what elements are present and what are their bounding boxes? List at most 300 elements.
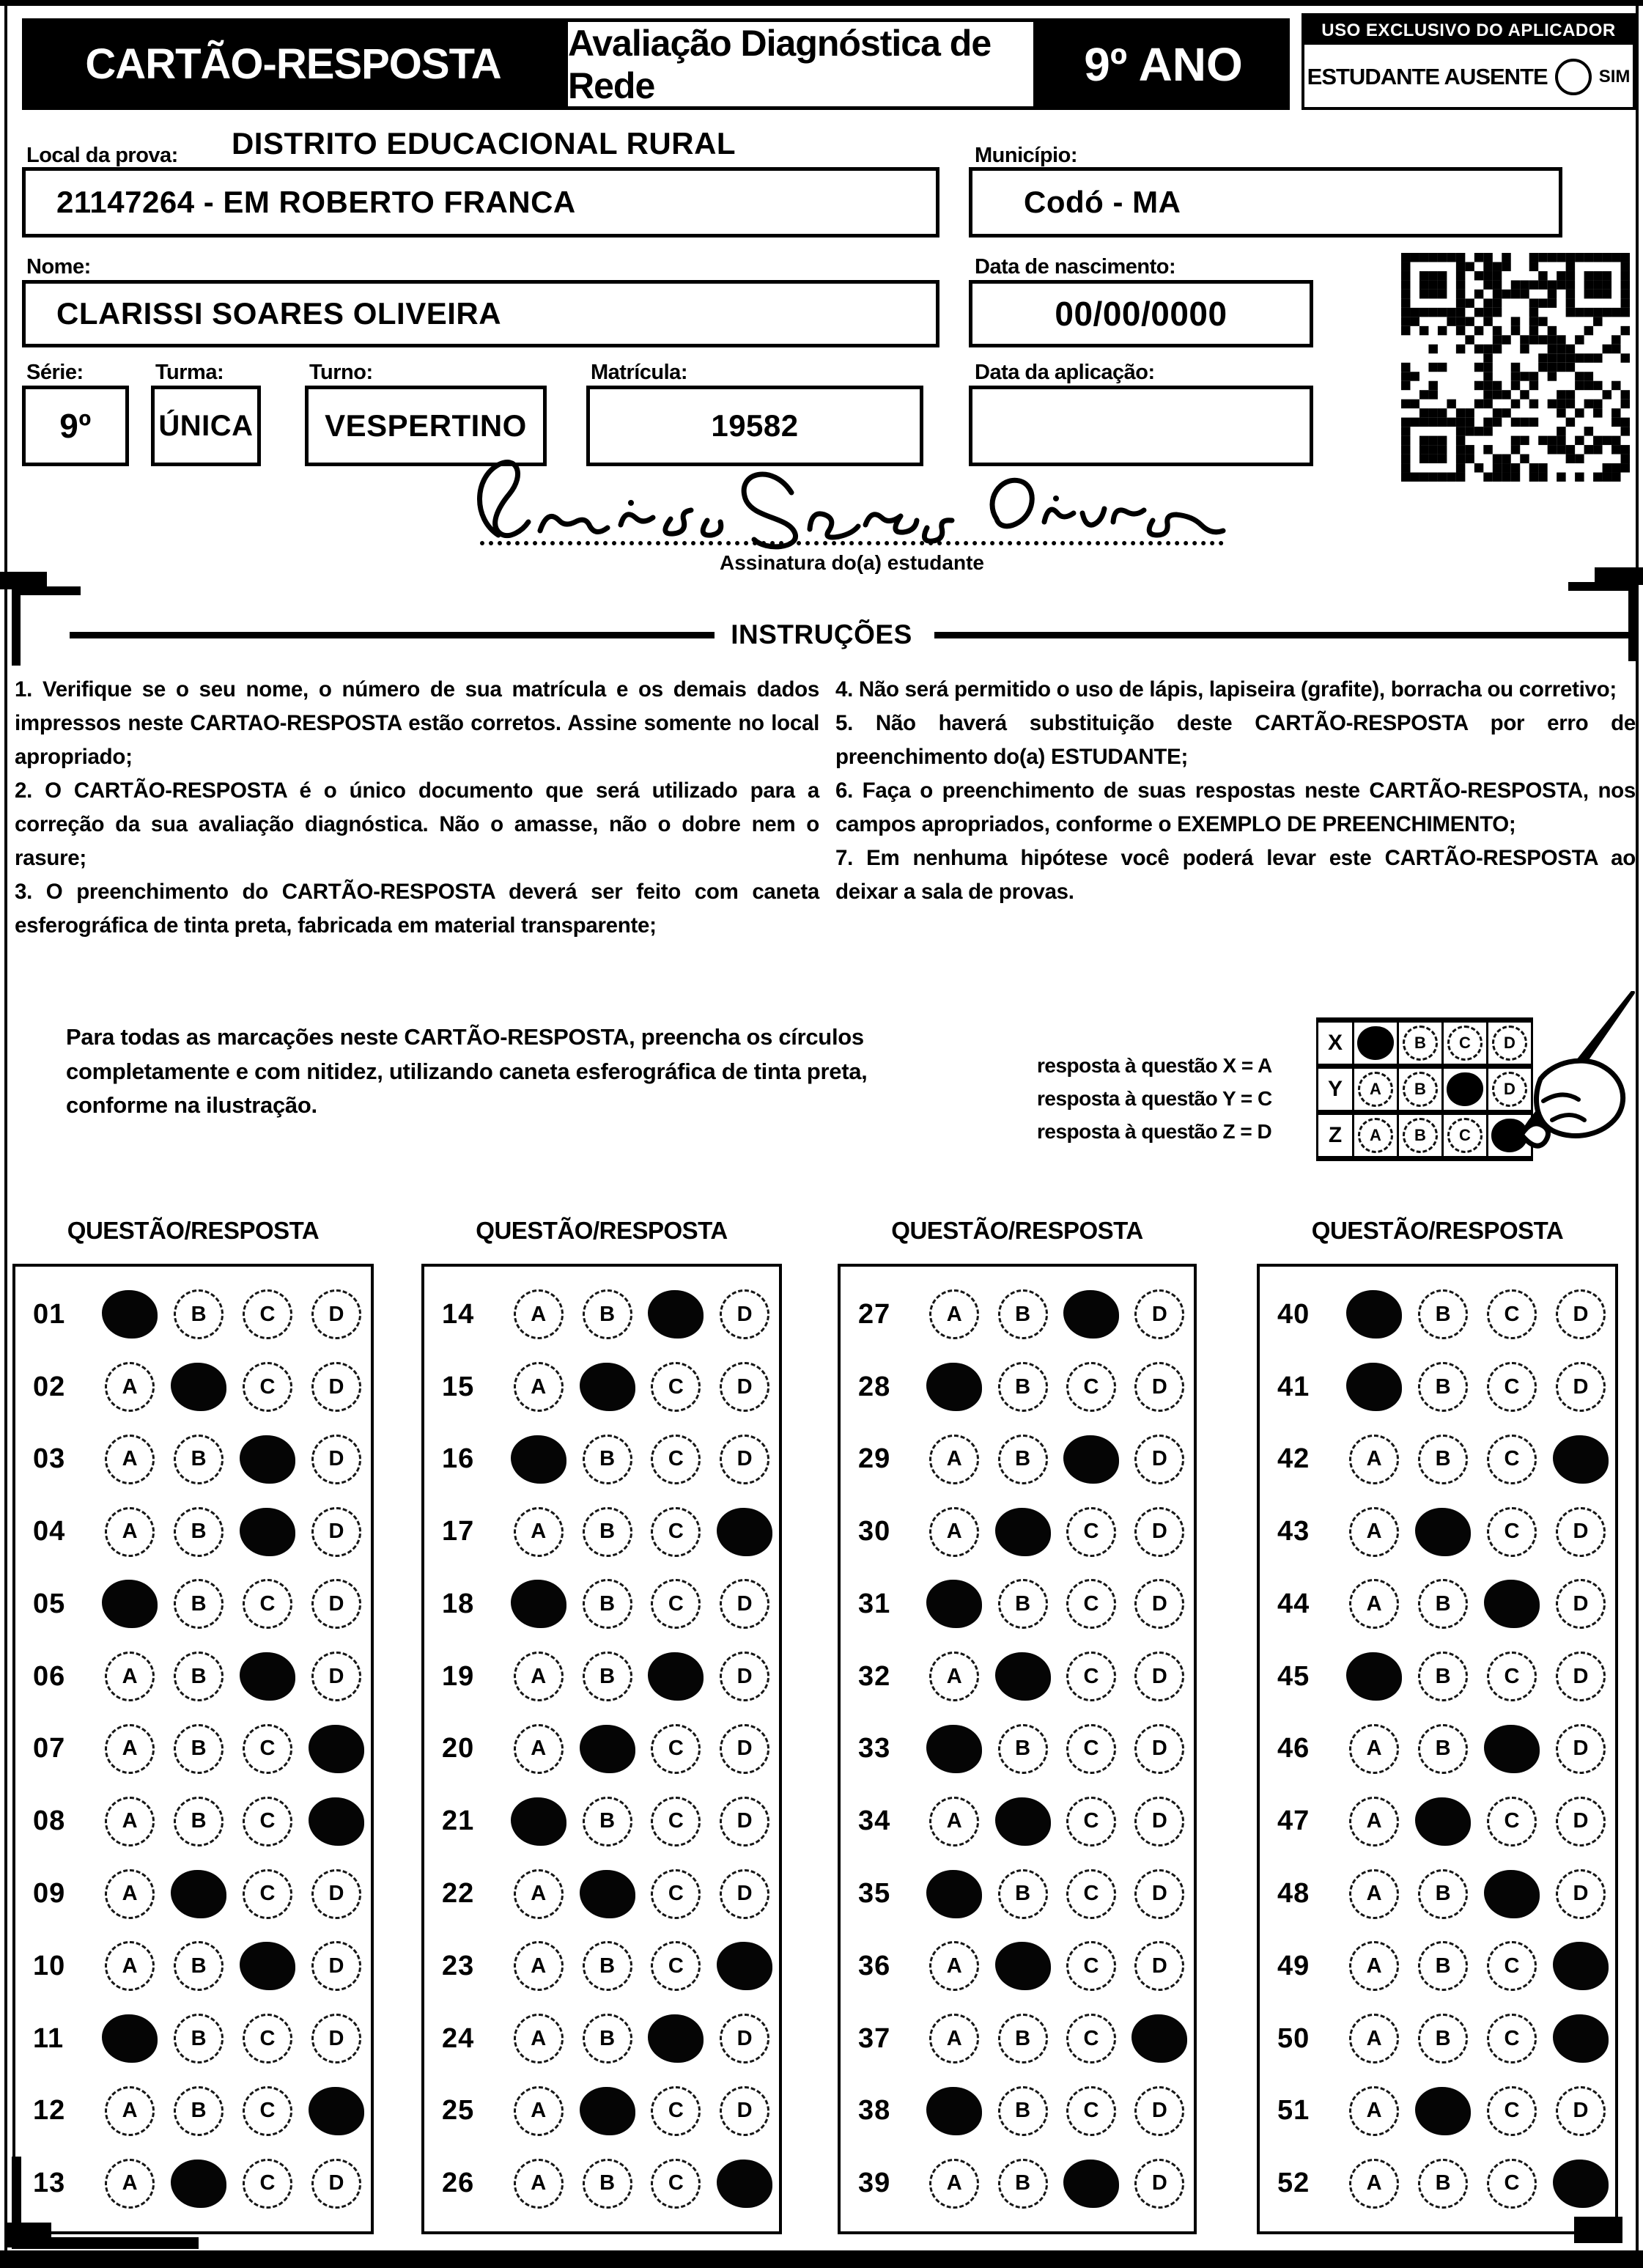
answer-bubble-30-C[interactable]: C <box>1066 1507 1116 1557</box>
answer-bubble-35-C[interactable]: C <box>1066 1869 1116 1919</box>
signature-caption: Assinatura do(a) estudante <box>720 551 984 574</box>
answer-bubble-30-D[interactable]: D <box>1134 1507 1184 1557</box>
answer-bubble-32-D[interactable]: D <box>1134 1652 1184 1701</box>
answer-bubble-01-A-marked[interactable] <box>102 1290 158 1339</box>
question-number: 06 <box>33 1660 66 1692</box>
answer-bubble-19-D[interactable]: D <box>720 1652 769 1701</box>
answer-bubble-46-A[interactable]: A <box>1349 1724 1399 1774</box>
answer-bubble-05-B[interactable]: B <box>174 1579 224 1629</box>
answer-bubble-10-D[interactable]: D <box>311 1941 361 1991</box>
turma-field <box>151 386 261 466</box>
answer-bubble-13-D[interactable]: D <box>311 2159 361 2209</box>
question-row-51 <box>1260 2086 1615 2136</box>
answer-bubble-17-D-marked[interactable] <box>717 1508 772 1556</box>
answer-bubble-19-B[interactable]: B <box>583 1652 632 1701</box>
answer-bubble-27-B[interactable]: B <box>998 1289 1048 1339</box>
answer-bubble-31-D[interactable]: D <box>1134 1579 1184 1629</box>
answer-bubble-37-C[interactable]: C <box>1066 2014 1116 2063</box>
answer-bubble-41-D[interactable]: D <box>1556 1362 1606 1412</box>
answer-bubble-04-B[interactable]: B <box>174 1507 224 1557</box>
answer-bubble-02-A[interactable]: A <box>105 1362 155 1412</box>
question-row-10 <box>15 1941 371 1991</box>
answer-bubble-48-B[interactable]: B <box>1418 1869 1468 1919</box>
question-number: 21 <box>442 1805 475 1837</box>
answer-bubble-40-D[interactable]: D <box>1556 1289 1606 1339</box>
answer-bubble-10-B[interactable]: B <box>174 1941 224 1991</box>
answer-bubble-46-C-marked[interactable] <box>1484 1725 1540 1773</box>
question-number: 01 <box>33 1298 66 1330</box>
example-bubble-X-B: B <box>1403 1026 1438 1061</box>
answer-bubble-44-C-marked[interactable] <box>1484 1580 1540 1628</box>
answer-bubble-43-C[interactable]: C <box>1487 1507 1537 1557</box>
answer-bubble-39-C-marked[interactable] <box>1063 2160 1119 2208</box>
answer-bubble-01-D[interactable]: D <box>311 1289 361 1339</box>
answer-bubble-39-B[interactable]: B <box>998 2159 1048 2209</box>
answer-bubble-29-D[interactable]: D <box>1134 1435 1184 1484</box>
answer-bubble-24-B[interactable]: B <box>583 2014 632 2063</box>
registration-mark <box>1568 582 1637 591</box>
aplicador-panel <box>1302 13 1636 110</box>
answer-bubble-34-D[interactable]: D <box>1134 1797 1184 1847</box>
answer-bubble-45-C[interactable]: C <box>1487 1652 1537 1701</box>
serie-field <box>22 386 129 466</box>
answer-bubble-48-A[interactable]: A <box>1349 1869 1399 1919</box>
answer-bubble-22-C[interactable]: C <box>651 1869 701 1919</box>
answer-bubble-05-A-marked[interactable] <box>102 1580 158 1628</box>
answer-bubble-24-A[interactable]: A <box>514 2014 564 2063</box>
answer-bubble-16-D[interactable]: D <box>720 1435 769 1484</box>
answer-bubble-42-A[interactable]: A <box>1349 1435 1399 1484</box>
answer-bubble-03-A[interactable]: A <box>105 1435 155 1484</box>
instruction-item: 2. O CARTÃO-RESPOSTA é o único documento que será utilizado para a correção da sua avaliação diagnóstica. Não o amasse, não o dobre nem o rasure; <box>15 778 819 871</box>
answer-bubble-14-C-marked[interactable] <box>648 1290 704 1339</box>
answer-bubble-49-A[interactable]: A <box>1349 1941 1399 1991</box>
answer-bubble-38-D[interactable]: D <box>1134 2086 1184 2136</box>
answer-bubble-21-C[interactable]: C <box>651 1797 701 1847</box>
answer-bubble-10-A[interactable]: A <box>105 1941 155 1991</box>
answer-bubble-37-A[interactable]: A <box>929 2014 979 2063</box>
answer-bubble-50-C[interactable]: C <box>1487 2014 1537 2063</box>
question-row-16 <box>424 1435 779 1484</box>
answer-bubble-23-C[interactable]: C <box>651 1941 701 1991</box>
answer-bubble-33-A-marked[interactable] <box>926 1725 982 1773</box>
example-bubble-X-A-marked <box>1357 1026 1394 1060</box>
answer-bubble-46-D[interactable]: D <box>1556 1724 1606 1774</box>
answer-bubble-22-A[interactable]: A <box>514 1869 564 1919</box>
aplicacao-label: Data da aplicação: <box>975 361 1155 384</box>
question-row-24 <box>424 2014 779 2063</box>
answer-bubble-27-C-marked[interactable] <box>1063 1290 1119 1339</box>
answer-bubble-11-A-marked[interactable] <box>102 2014 158 2063</box>
question-number: 34 <box>858 1805 891 1837</box>
answer-bubble-34-A[interactable]: A <box>929 1797 979 1847</box>
answer-bubble-48-C-marked[interactable] <box>1484 1870 1540 1918</box>
student-absent-option: SIM <box>1598 67 1631 86</box>
answer-bubble-44-A[interactable]: A <box>1349 1579 1399 1629</box>
answer-bubble-16-C[interactable]: C <box>651 1435 701 1484</box>
answer-bubble-39-D[interactable]: D <box>1134 2159 1184 2209</box>
answer-bubble-47-B-marked[interactable] <box>1415 1797 1471 1846</box>
nascimento-field <box>969 280 1313 347</box>
answer-bubble-27-D[interactable]: D <box>1134 1289 1184 1339</box>
answer-bubble-04-C-marked[interactable] <box>240 1508 295 1556</box>
answer-bubble-43-B-marked[interactable] <box>1415 1508 1471 1556</box>
question-row-39 <box>841 2159 1194 2209</box>
serie-label: Série: <box>26 361 84 384</box>
answer-bubble-24-D[interactable]: D <box>720 2014 769 2063</box>
answer-bubble-41-C[interactable]: C <box>1487 1362 1537 1412</box>
answer-bubble-50-D-marked[interactable] <box>1553 2014 1609 2063</box>
example-row-label: Z <box>1318 1113 1354 1159</box>
school-value: 21147264 - EM ROBERTO FRANCA <box>56 185 576 219</box>
answer-bubble-01-B[interactable]: B <box>174 1289 224 1339</box>
answer-bubble-49-C[interactable]: C <box>1487 1941 1537 1991</box>
answer-bubble-06-B[interactable]: B <box>174 1652 224 1701</box>
example-row-label: Y <box>1318 1067 1354 1113</box>
answer-bubble-33-C[interactable]: C <box>1066 1724 1116 1774</box>
question-number: 11 <box>33 2022 64 2054</box>
answer-bubble-35-A-marked[interactable] <box>926 1870 982 1918</box>
answer-bubble-38-A-marked[interactable] <box>926 2087 982 2135</box>
answer-bubble-07-A[interactable]: A <box>105 1724 155 1774</box>
question-number: 49 <box>1277 1950 1310 1981</box>
answer-bubble-08-D-marked[interactable] <box>309 1797 364 1846</box>
question-number: 43 <box>1277 1516 1310 1547</box>
answer-bubble-15-B-marked[interactable] <box>580 1363 635 1411</box>
answer-bubble-32-B-marked[interactable] <box>995 1652 1051 1701</box>
question-number: 30 <box>858 1516 891 1547</box>
answer-bubble-09-C[interactable]: C <box>243 1869 292 1919</box>
answer-bubble-15-A[interactable]: A <box>514 1362 564 1412</box>
answer-bubble-49-B[interactable]: B <box>1418 1941 1468 1991</box>
instruction-item: 5. Não haverá substituição deste CARTÃO-RESPOSTA por erro de preenchimento do(a) ESTUDANTE; <box>835 711 1636 770</box>
answer-bubble-02-C[interactable]: C <box>243 1362 292 1412</box>
answer-bubble-23-A[interactable]: A <box>514 1941 564 1991</box>
answer-bubble-45-D[interactable]: D <box>1556 1652 1606 1701</box>
answer-bubble-12-B[interactable]: B <box>174 2086 224 2136</box>
answer-bubble-50-B[interactable]: B <box>1418 2014 1468 2063</box>
answer-bubble-06-D[interactable]: D <box>311 1652 361 1701</box>
answer-bubble-28-C[interactable]: C <box>1066 1362 1116 1412</box>
example-legend-line: resposta à questão Z = D <box>1037 1119 1272 1143</box>
answer-bubble-11-C[interactable]: C <box>243 2014 292 2063</box>
answer-bubble-04-D[interactable]: D <box>311 1507 361 1557</box>
answer-bubble-12-D-marked[interactable] <box>309 2087 364 2135</box>
example-instruction-text: Para todas as marcações neste CARTÃO-RESPOSTA, preencha os círculos completamente e com nitidez, utilizando caneta esferográfica de tinta preta, conforme na ilustração. <box>66 1024 868 1118</box>
answer-bubble-28-B[interactable]: B <box>998 1362 1048 1412</box>
answer-bubble-07-C[interactable]: C <box>243 1724 292 1774</box>
answer-bubble-52-D-marked[interactable] <box>1553 2160 1609 2208</box>
answer-bubble-48-D[interactable]: D <box>1556 1869 1606 1919</box>
answer-bubble-35-B[interactable]: B <box>998 1869 1048 1919</box>
answer-bubble-09-D[interactable]: D <box>311 1869 361 1919</box>
answer-bubble-25-D[interactable]: D <box>720 2086 769 2136</box>
registration-mark <box>1574 2217 1622 2243</box>
instruction-item: 3. O preenchimento do CARTÃO-RESPOSTA deverá ser feito com caneta esferográfica de tinta preta, fabricada em material transparente; <box>15 880 819 938</box>
answer-bubble-03-C-marked[interactable] <box>240 1435 295 1484</box>
answer-bubble-14-D[interactable]: D <box>720 1289 769 1339</box>
answer-bubble-12-C[interactable]: C <box>243 2086 292 2136</box>
answer-bubble-26-C[interactable]: C <box>651 2159 701 2209</box>
answer-bubble-11-B[interactable]: B <box>174 2014 224 2063</box>
question-number: 40 <box>1277 1298 1310 1330</box>
answer-bubble-12-A[interactable]: A <box>105 2086 155 2136</box>
question-row-40 <box>1260 1289 1615 1339</box>
answer-bubble-47-C[interactable]: C <box>1487 1797 1537 1847</box>
municipio-label: Município: <box>975 144 1077 167</box>
answer-bubble-09-B-marked[interactable] <box>171 1870 226 1918</box>
answer-bubble-45-B[interactable]: B <box>1418 1652 1468 1701</box>
answer-bubble-06-A[interactable]: A <box>105 1652 155 1701</box>
question-row-29 <box>841 1435 1194 1484</box>
question-row-21 <box>424 1797 779 1847</box>
answer-bubble-07-D-marked[interactable] <box>309 1725 364 1773</box>
answer-bubble-40-B[interactable]: B <box>1418 1289 1468 1339</box>
answer-bubble-29-C-marked[interactable] <box>1063 1435 1119 1484</box>
answer-bubble-31-A-marked[interactable] <box>926 1580 982 1628</box>
answer-bubble-44-D[interactable]: D <box>1556 1579 1606 1629</box>
question-number: 29 <box>858 1443 891 1475</box>
answer-bubble-20-C[interactable]: C <box>651 1724 701 1774</box>
matricula-label: Matrícula: <box>591 361 687 384</box>
answer-bubble-08-B[interactable]: B <box>174 1797 224 1847</box>
answer-bubble-04-A[interactable]: A <box>105 1507 155 1557</box>
answer-bubble-20-A[interactable]: A <box>514 1724 564 1774</box>
grade-text: 9º ANO <box>1084 37 1243 91</box>
answer-bubble-22-D[interactable]: D <box>720 1869 769 1919</box>
answer-bubble-16-A-marked[interactable] <box>511 1435 566 1484</box>
instructions-right-column <box>835 673 1636 909</box>
answer-bubble-20-D[interactable]: D <box>720 1724 769 1774</box>
answer-bubble-49-D-marked[interactable] <box>1553 1942 1609 1990</box>
student-absent-label: ESTUDANTE AUSENTE <box>1307 64 1548 89</box>
question-number: 18 <box>442 1588 475 1619</box>
answer-bubble-39-A[interactable]: A <box>929 2159 979 2209</box>
answer-bubble-17-A[interactable]: A <box>514 1507 564 1557</box>
answer-bubble-14-B[interactable]: B <box>583 1289 632 1339</box>
question-row-04 <box>15 1507 371 1557</box>
answer-bubble-38-C[interactable]: C <box>1066 2086 1116 2136</box>
question-row-34 <box>841 1797 1194 1847</box>
question-number: 38 <box>858 2095 891 2127</box>
answer-bubble-26-B[interactable]: B <box>583 2159 632 2209</box>
answer-bubble-13-A[interactable]: A <box>105 2159 155 2209</box>
answer-bubble-23-D-marked[interactable] <box>717 1942 772 1990</box>
question-number: 23 <box>442 1950 475 1981</box>
answer-bubble-28-A-marked[interactable] <box>926 1363 982 1411</box>
question-row-45 <box>1260 1652 1615 1701</box>
answer-bubble-18-A-marked[interactable] <box>511 1580 566 1628</box>
qr-code <box>1401 253 1630 482</box>
answer-bubble-25-C[interactable]: C <box>651 2086 701 2136</box>
answer-bubble-13-B-marked[interactable] <box>171 2160 226 2208</box>
answer-bubble-19-C-marked[interactable] <box>648 1652 704 1701</box>
question-row-23 <box>424 1941 779 1991</box>
answer-bubble-18-C[interactable]: C <box>651 1579 701 1629</box>
answer-bubble-29-B[interactable]: B <box>998 1435 1048 1484</box>
answer-bubble-40-A-marked[interactable] <box>1346 1290 1402 1339</box>
answer-bubble-26-A[interactable]: A <box>514 2159 564 2209</box>
answer-bubble-43-D[interactable]: D <box>1556 1507 1606 1557</box>
answer-bubble-29-A[interactable]: A <box>929 1435 979 1484</box>
answer-bubble-38-B[interactable]: B <box>998 2086 1048 2136</box>
answer-bubble-47-A[interactable]: A <box>1349 1797 1399 1847</box>
answer-bubble-42-C[interactable]: C <box>1487 1435 1537 1484</box>
answer-bubble-51-C[interactable]: C <box>1487 2086 1537 2136</box>
answer-bubble-33-B[interactable]: B <box>998 1724 1048 1774</box>
answer-bubble-15-C[interactable]: C <box>651 1362 701 1412</box>
answer-bubble-44-B[interactable]: B <box>1418 1579 1468 1629</box>
question-row-05 <box>15 1579 371 1629</box>
answer-bubble-28-D[interactable]: D <box>1134 1362 1184 1412</box>
answer-bubble-50-A[interactable]: A <box>1349 2014 1399 2063</box>
answer-bubble-32-C[interactable]: C <box>1066 1652 1116 1701</box>
question-row-12 <box>15 2086 371 2136</box>
answer-bubble-51-B-marked[interactable] <box>1415 2087 1471 2135</box>
answer-bubble-25-A[interactable]: A <box>514 2086 564 2136</box>
answer-bubble-34-B-marked[interactable] <box>995 1797 1051 1846</box>
answer-bubble-21-B[interactable]: B <box>583 1797 632 1847</box>
answer-bubble-02-D[interactable]: D <box>311 1362 361 1412</box>
column-header-3: QUESTÃO/RESPOSTA <box>891 1217 1143 1244</box>
answer-bubble-26-D-marked[interactable] <box>717 2160 772 2208</box>
answer-bubble-17-B[interactable]: B <box>583 1507 632 1557</box>
answer-bubble-18-B[interactable]: B <box>583 1579 632 1629</box>
answer-bubble-23-B[interactable]: B <box>583 1941 632 1991</box>
answer-bubble-11-D[interactable]: D <box>311 2014 361 2063</box>
answer-bubble-03-D[interactable]: D <box>311 1435 361 1484</box>
question-number: 15 <box>442 1371 475 1402</box>
answer-bubble-21-A-marked[interactable] <box>511 1797 566 1846</box>
answer-bubble-36-C[interactable]: C <box>1066 1941 1116 1991</box>
page-left-edge <box>4 6 7 2250</box>
answer-bubble-14-A[interactable]: A <box>514 1289 564 1339</box>
question-number: 14 <box>442 1298 475 1330</box>
page-top-edge <box>0 0 1643 6</box>
question-number: 10 <box>33 1950 66 1981</box>
answer-bubble-16-B[interactable]: B <box>583 1435 632 1484</box>
answer-bubble-40-C[interactable]: C <box>1487 1289 1537 1339</box>
question-number: 19 <box>442 1660 475 1692</box>
answer-bubble-45-A-marked[interactable] <box>1346 1652 1402 1701</box>
answer-bubble-46-B[interactable]: B <box>1418 1724 1468 1774</box>
answer-bubble-42-D-marked[interactable] <box>1553 1435 1609 1484</box>
question-number: 42 <box>1277 1443 1310 1475</box>
answer-bubble-41-B[interactable]: B <box>1418 1362 1468 1412</box>
answer-bubble-31-B[interactable]: B <box>998 1579 1048 1629</box>
answer-box-3 <box>838 1264 1197 2234</box>
signature-line[interactable] <box>480 541 1224 545</box>
answer-bubble-08-C[interactable]: C <box>243 1797 292 1847</box>
answer-bubble-52-C[interactable]: C <box>1487 2159 1537 2209</box>
column-header-1: QUESTÃO/RESPOSTA <box>67 1217 320 1244</box>
answer-bubble-52-A[interactable]: A <box>1349 2159 1399 2209</box>
question-number: 05 <box>33 1588 66 1619</box>
answer-bubble-37-B[interactable]: B <box>998 2014 1048 2063</box>
answer-bubble-36-B-marked[interactable] <box>995 1942 1051 1990</box>
answer-bubble-07-B[interactable]: B <box>174 1724 224 1774</box>
answer-bubble-35-D[interactable]: D <box>1134 1869 1184 1919</box>
answer-bubble-52-B[interactable]: B <box>1418 2159 1468 2209</box>
answer-bubble-05-C[interactable]: C <box>243 1579 292 1629</box>
answer-bubble-01-C[interactable]: C <box>243 1289 292 1339</box>
answer-bubble-10-C-marked[interactable] <box>240 1942 295 1990</box>
answer-bubble-20-B-marked[interactable] <box>580 1725 635 1773</box>
answer-bubble-33-D[interactable]: D <box>1134 1724 1184 1774</box>
answer-bubble-13-C[interactable]: C <box>243 2159 292 2209</box>
answer-bubble-05-D[interactable]: D <box>311 1579 361 1629</box>
answer-bubble-19-A[interactable]: A <box>514 1652 564 1701</box>
question-row-17 <box>424 1507 779 1557</box>
answer-bubble-41-A-marked[interactable] <box>1346 1363 1402 1411</box>
answer-bubble-09-A[interactable]: A <box>105 1869 155 1919</box>
answer-bubble-30-A[interactable]: A <box>929 1507 979 1557</box>
answer-bubble-47-D[interactable]: D <box>1556 1797 1606 1847</box>
question-number: 31 <box>858 1588 891 1619</box>
answer-bubble-36-A[interactable]: A <box>929 1941 979 1991</box>
answer-bubble-36-D[interactable]: D <box>1134 1941 1184 1991</box>
answer-bubble-34-C[interactable]: C <box>1066 1797 1116 1847</box>
answer-bubble-31-C[interactable]: C <box>1066 1579 1116 1629</box>
question-row-06 <box>15 1652 371 1701</box>
question-row-52 <box>1260 2159 1615 2209</box>
answer-bubble-42-B[interactable]: B <box>1418 1435 1468 1484</box>
question-number: 26 <box>442 2168 475 2199</box>
question-number: 37 <box>858 2022 891 2054</box>
sheet-title-text: CARTÃO-RESPOSTA <box>85 40 501 88</box>
answer-bubble-22-B-marked[interactable] <box>580 1870 635 1918</box>
answer-bubble-06-C-marked[interactable] <box>240 1652 295 1701</box>
answer-bubble-08-A[interactable]: A <box>105 1797 155 1847</box>
nome-label: Nome: <box>26 255 91 279</box>
answer-bubble-02-B-marked[interactable] <box>171 1363 226 1411</box>
answer-bubble-51-D[interactable]: D <box>1556 2086 1606 2136</box>
question-number: 22 <box>442 1878 475 1909</box>
answer-bubble-32-A[interactable]: A <box>929 1652 979 1701</box>
question-row-28 <box>841 1362 1194 1412</box>
example-row-label: X <box>1318 1020 1354 1067</box>
question-number: 17 <box>442 1516 475 1547</box>
answer-bubble-25-B-marked[interactable] <box>580 2087 635 2135</box>
question-row-03 <box>15 1435 371 1484</box>
answer-bubble-03-B[interactable]: B <box>174 1435 224 1484</box>
example-bubble-Z-C: C <box>1447 1118 1483 1153</box>
student-absent-bubble[interactable] <box>1555 59 1592 95</box>
answer-bubble-17-C[interactable]: C <box>651 1507 701 1557</box>
question-row-11 <box>15 2014 371 2063</box>
answer-bubble-21-D[interactable]: D <box>720 1797 769 1847</box>
answer-bubble-15-D[interactable]: D <box>720 1362 769 1412</box>
question-number: 25 <box>442 2095 475 2127</box>
answer-bubble-24-C-marked[interactable] <box>648 2014 704 2063</box>
question-row-48 <box>1260 1869 1615 1919</box>
answer-bubble-18-D[interactable]: D <box>720 1579 769 1629</box>
question-row-30 <box>841 1507 1194 1557</box>
question-row-33 <box>841 1724 1194 1774</box>
answer-box-1 <box>12 1264 374 2234</box>
answer-bubble-37-D-marked[interactable] <box>1131 2014 1187 2063</box>
question-row-14 <box>424 1289 779 1339</box>
answer-bubble-30-B-marked[interactable] <box>995 1508 1051 1556</box>
answer-bubble-27-A[interactable]: A <box>929 1289 979 1339</box>
question-row-35 <box>841 1869 1194 1919</box>
question-row-25 <box>424 2086 779 2136</box>
answer-bubble-51-A[interactable]: A <box>1349 2086 1399 2136</box>
answer-bubble-43-A[interactable]: A <box>1349 1507 1399 1557</box>
nascimento-value: 00/00/0000 <box>1055 295 1227 333</box>
question-row-36 <box>841 1941 1194 1991</box>
nome-field <box>22 280 939 347</box>
